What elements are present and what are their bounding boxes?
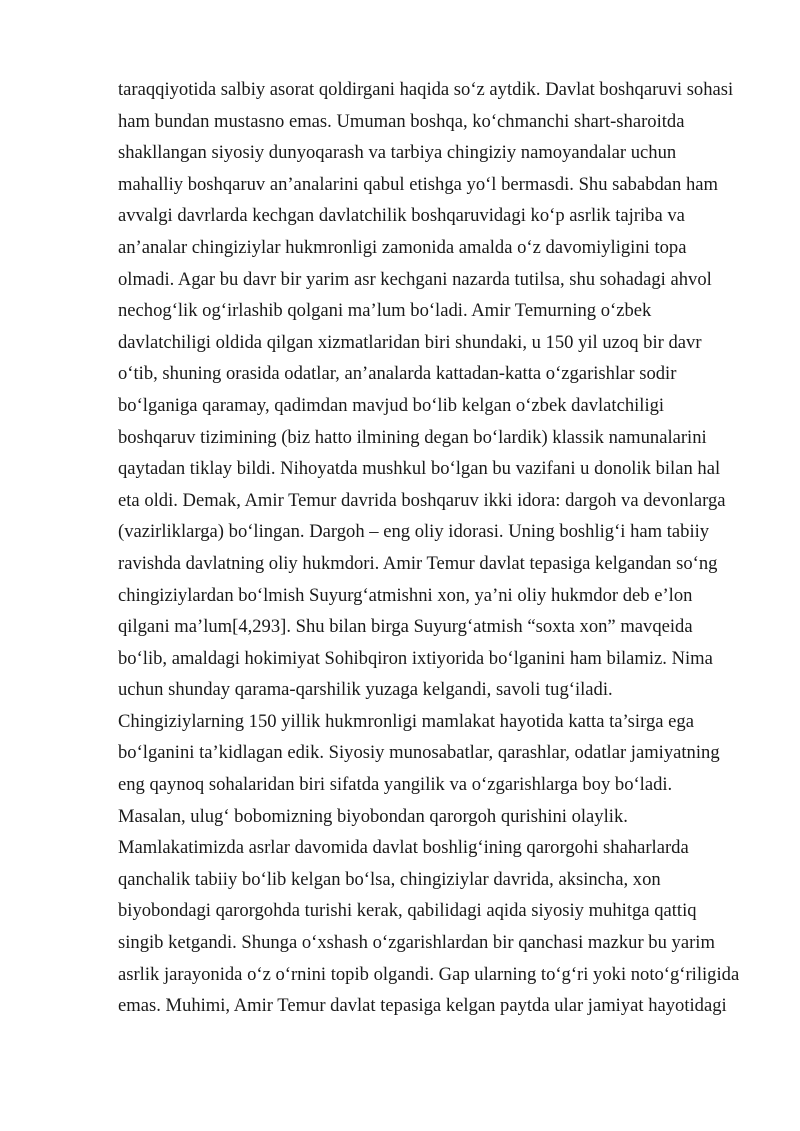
text-line: asrlik jarayonida o‘z o‘rnini topib olgandi. Gap ularning to‘g‘ri yoki noto‘g‘riligida xyxy=(118,963,740,985)
text-line: biyobondagi qarorgohda turishi kerak, qabilidagi aqida siyosiy muhitga qattiq xyxy=(118,900,697,922)
text-line: Mamlakatimizda asrlar davomida davlat boshlig‘ining qarorgohi shaharlarda xyxy=(118,837,689,859)
text-line: eta oldi. Demak, Amir Temur davrida boshqaruv ikki idora: dargoh va devonlarga xyxy=(118,489,726,511)
text-line: qilgani ma’lum[4,293]. Shu bilan birga Suyurg‘atmish “soxta xon” mavqeida xyxy=(118,616,693,638)
text-line: bo‘lganini ta’kidlagan edik. Siyosiy munosabatlar, qarashlar, odatlar jamiyatning xyxy=(118,742,720,764)
text-line: chingiziylardan bo‘lmish Suyurg‘atmishni xon, ya’ni oliy hukmdor deb e’lon xyxy=(118,584,693,606)
text-line: davlatchiligi oldida qilgan xizmatlaridan biri shundaki, u 150 yil uzoq bir davr xyxy=(118,331,702,353)
text-line: eng qaynoq sohalaridan biri sifatda yangilik va o‘zgarishlarga boy bo‘ladi. xyxy=(118,774,673,796)
text-line: mahalliy boshqaruv an’analarini qabul etishga yo‘l bermasdi. Shu sababdan ham xyxy=(118,173,719,195)
text-line: boshqaruv tizimining (biz hatto ilmining degan bo‘lardik) klassik namunalarini xyxy=(118,426,707,448)
body-text xyxy=(118,74,758,1022)
text-line: nechog‘lik og‘irlashib qolgani ma’lum bo‘ladi. Amir Temurning o‘zbek xyxy=(118,300,652,322)
text-line: uchun shunday qarama-qarshilik yuzaga kelgandi, savoli tug‘iladi. xyxy=(118,679,613,701)
text-line: (vazirliklarga) bo‘lingan. Dargoh – eng oliy idorasi. Uning boshlig‘i ham tabiiy xyxy=(118,521,710,543)
text-line: olmadi. Agar bu davr bir yarim asr kechgani nazarda tutilsa, shu sohadagi ahvol xyxy=(118,268,712,290)
text-line: shakllangan siyosiy dunyoqarash va tarbiya chingiziy namoyandalar uchun xyxy=(118,142,677,164)
text-line: ham bundan mustasno emas. Umuman boshqa, ko‘chmanchi shart-sharoitda xyxy=(118,110,685,132)
text-line: emas. Muhimi, Amir Temur davlat tepasiga kelgan paytda ular jamiyat hayotidagi xyxy=(118,995,727,1017)
text-line: bo‘lganiga qaramay, qadimdan mavjud bo‘lib kelgan o‘zbek davlatchiligi xyxy=(118,394,665,416)
text-line: an’analar chingiziylar hukmronligi zamonida amalda o‘z davomiyligini topa xyxy=(118,236,687,258)
text-line: Masalan, ulug‘ bobomizning biyobondan qarorgoh qurishini olaylik. xyxy=(118,805,628,827)
text-line: qanchalik tabiiy bo‘lib kelgan bo‘lsa, chingiziylar davrida, aksincha, xon xyxy=(118,868,661,890)
text-line: singib ketgandi. Shunga o‘xshash o‘zgarishlardan bir qanchasi mazkur bu yarim xyxy=(118,932,715,954)
text-line: Chingiziylarning 150 yillik hukmronligi mamlakat hayotida katta ta’sirga ega xyxy=(118,710,694,732)
text-line: bo‘lib, amaldagi hokimiyat Sohibqiron ixtiyorida bo‘lganini ham bilamiz. Nima xyxy=(118,647,713,669)
text-line: qaytadan tiklay bildi. Nihoyatda mushkul bo‘lgan bu vazifani u donolik bilan hal xyxy=(118,458,721,480)
text-line: taraqqiyotida salbiy asorat qoldirgani haqida so‘z aytdik. Davlat boshqaruvi sohasi xyxy=(118,79,734,100)
text-line: o‘tib, shuning orasida odatlar, an’analarda kattadan-katta o‘zgarishlar sodir xyxy=(118,363,677,385)
text-line: ravishda davlatning oliy hukmdori. Amir Temur davlat tepasiga kelgandan so‘ng xyxy=(118,552,718,574)
text-line: avvalgi davrlarda kechgan davlatchilik boshqaruvidagi ko‘p asrlik tajriba va xyxy=(118,205,685,227)
